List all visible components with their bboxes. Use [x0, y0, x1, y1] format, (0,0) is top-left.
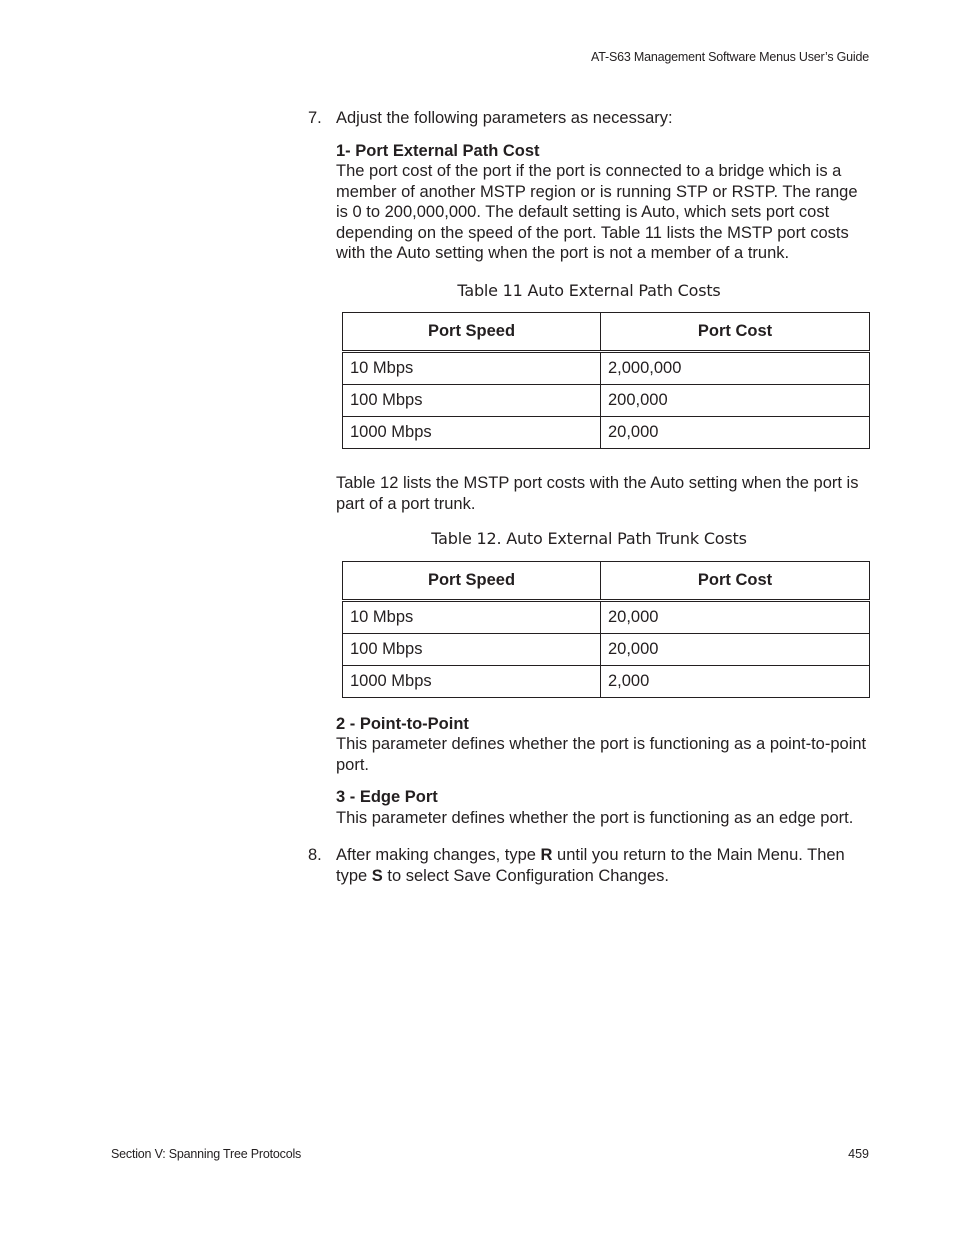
param-body-port-external-path-cost: The port cost of the port if the port is connected to a bridge which is a member of another MSTP region or is running STP or RSTP. The range is 0 to 200,000,000. The default setting is Auto, which sets port cost depending on the speed of the port. Table 11 lists the MSTP port costs with the Auto setting when the port is not a member of a trunk. [336, 162, 858, 262]
step-text [336, 845, 870, 886]
table-row [343, 600, 870, 633]
step-text-part: until you return to the Main Menu. Then type [336, 846, 845, 885]
table-11 [342, 312, 870, 449]
step-text: Adjust the following parameters as necessary: [336, 109, 673, 127]
table-11-caption: Table 11 Auto External Path Costs [457, 280, 721, 300]
footer-section: Section V: Spanning Tree Protocols [111, 1147, 302, 1161]
table-row [343, 633, 870, 665]
step-number: 7. [308, 109, 322, 127]
cell-speed: 10 Mbps [343, 600, 601, 633]
table-row [343, 352, 870, 385]
key-r: R [540, 846, 553, 864]
header-port-speed: Port Speed [343, 561, 601, 600]
param-heading-point-to-point: 2 - Point-to-Point [336, 714, 469, 733]
cell-cost: 2,000 [601, 665, 870, 697]
cell-speed: 1000 Mbps [343, 665, 601, 697]
cell-cost: 200,000 [601, 385, 870, 417]
param-body-point-to-point: This parameter defines whether the port is functioning as a point-to-point port. [336, 735, 867, 774]
header-port-speed: Port Speed [343, 313, 601, 352]
table-row [343, 417, 870, 449]
table-row [343, 665, 870, 697]
table-12 [342, 561, 870, 698]
cell-cost: 2,000,000 [601, 352, 870, 385]
cell-cost: 20,000 [601, 600, 870, 633]
table-header-row [343, 561, 870, 600]
table-12-caption: Table 12. Auto External Path Trunk Costs [431, 529, 747, 548]
cell-speed: 100 Mbps [343, 385, 601, 417]
param-heading-edge-port: 3 - Edge Port [336, 788, 438, 806]
footer-page-number: 459 [848, 1147, 869, 1161]
param-heading-port-external-path-cost: 1- Port External Path Cost [336, 141, 540, 160]
table-header-row [343, 313, 870, 352]
cell-cost: 20,000 [601, 417, 870, 449]
page-content [308, 108, 870, 886]
step-text-part: After making changes, type [336, 846, 541, 864]
header-port-cost: Port Cost [601, 313, 870, 352]
table-row [343, 385, 870, 417]
cell-speed: 10 Mbps [343, 352, 601, 385]
key-s: S [371, 866, 383, 885]
cell-speed: 1000 Mbps [343, 417, 601, 449]
step-8 [308, 845, 870, 886]
step-number: 8. [308, 846, 322, 864]
step-7 [308, 108, 870, 828]
step-text-part: to select Save Configuration Changes. [382, 866, 669, 885]
table-12-intro: Table 12 lists the MSTP port costs with the Auto setting when the port is part of a port trunk. [336, 474, 859, 513]
cell-speed: 100 Mbps [343, 633, 601, 665]
cell-cost: 20,000 [601, 633, 870, 665]
header-port-cost: Port Cost [601, 561, 870, 600]
running-header: AT-S63 Management Software Menus User’s Guide [591, 50, 869, 64]
param-body-edge-port: This parameter defines whether the port is functioning as an edge port. [336, 808, 854, 827]
